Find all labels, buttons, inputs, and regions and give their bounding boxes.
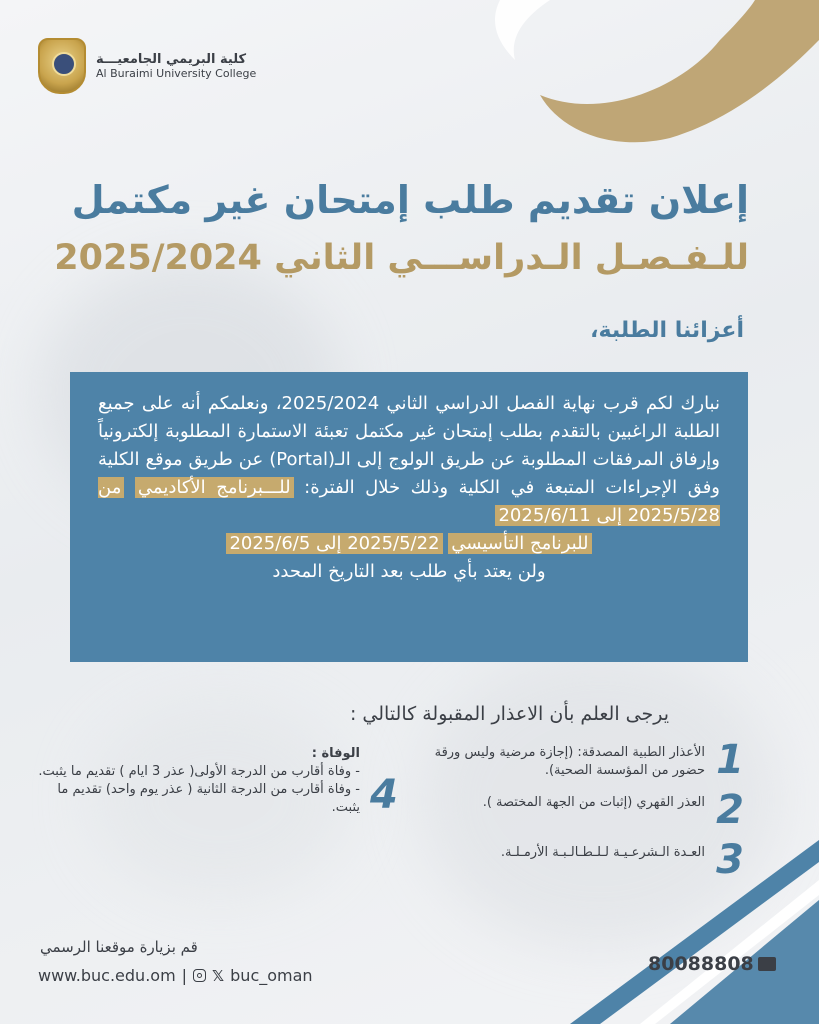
greeting: أعزائنا الطلبة، [590, 318, 744, 343]
semester-subtitle: للـفـصـل الـدراســـي الثاني 2025/2024 [54, 238, 749, 278]
college-logo [38, 38, 256, 94]
website-line [38, 966, 313, 985]
item-text: الأعذار الطبية المصدقة: (إجازة مرضية وليس ورقة حضور من المؤسسة الصحية). [434, 745, 705, 778]
phone-number-text[interactable]: 80088808 [648, 953, 754, 975]
academic-program-dates: من 2025/5/28 إلى 2025/6/11 [98, 477, 720, 526]
announcement-body [98, 390, 720, 530]
social-handle[interactable]: buc_oman [230, 966, 313, 985]
foundation-line [98, 530, 720, 558]
item-number: 3 [716, 837, 744, 883]
death-excuse-first-degree: - وفاة أقارب من الدرجة الأولى( عذر 3 ايام ) تقديم ما يثبت. [38, 764, 360, 779]
instagram-icon[interactable] [193, 969, 206, 982]
x-twitter-icon[interactable]: 𝕏 [212, 966, 225, 985]
death-excuse-second-degree: - وفاة أقارب من الدرجة الثانية ( عذر يوم واحد) تقديم ما يثبت. [57, 782, 360, 815]
list-item [417, 787, 747, 833]
phone-number [648, 953, 776, 975]
academic-program-label: للـــبرنامج الأكاديمي [135, 477, 294, 498]
death-excuse-heading: الوفاة : [311, 746, 360, 761]
item-number: 1 [716, 737, 744, 783]
item-number: 2 [716, 787, 744, 833]
foundation-program-label: للبرنامج التأسيسي [448, 533, 591, 554]
decorative-curve-top [480, 0, 819, 150]
visit-website-text: قم بزيارة موقعنا الرسمي [40, 938, 198, 956]
item-text: العـدة الـشرعـيـة لـلـطـالـبـة الأرمـلـة. [500, 845, 705, 860]
deadline-note: ولن يعتد بأي طلب بعد التاريخ المحدد [272, 561, 546, 582]
list-item [417, 737, 747, 783]
website-link[interactable]: www.buc.edu.om [38, 966, 176, 985]
separator: | [181, 966, 188, 985]
excuses-list [417, 737, 747, 890]
list-item [417, 837, 747, 883]
college-seal-icon [38, 38, 86, 94]
college-name [96, 52, 256, 81]
death-excuse [38, 745, 360, 817]
item-number: 4 [370, 772, 398, 818]
item-text: العذر القهري (إثبات من الجهة المختصة ). [482, 795, 705, 810]
announcement-title: إعلان تقديم طلب إمتحان غير مكتمل [71, 178, 749, 222]
announcement-intro: نبارك لكم قرب نهاية الفصل الدراسي الثاني 2025/2024، ونعلمكم أنه على جميع الطلبة الراغبين بالتقدم بطلب إمتحان غير مكتمل تعبئة الاستمارة المطلوبة إلكترونياً وإرفاق المرفقات المطلوبة عن طريق الولوج إلى الـ(Portal) عن طريق موقع الكلية وفق الإجراءات المتبعة في الكلية وذلك خلال الفترة: [98, 393, 720, 498]
accepted-excuses-heading: يرجى العلم بأن الاعذار المقبولة كالتالي : [349, 703, 669, 725]
announcement-box [70, 372, 748, 662]
foundation-program-dates: 2025/5/22 إلى 2025/6/5 [226, 533, 442, 554]
toll-free-icon [758, 957, 776, 971]
college-name-arabic: كلية البريمي الجامعيـــة [96, 51, 247, 67]
college-name-english: Al Buraimi University College [96, 67, 257, 81]
